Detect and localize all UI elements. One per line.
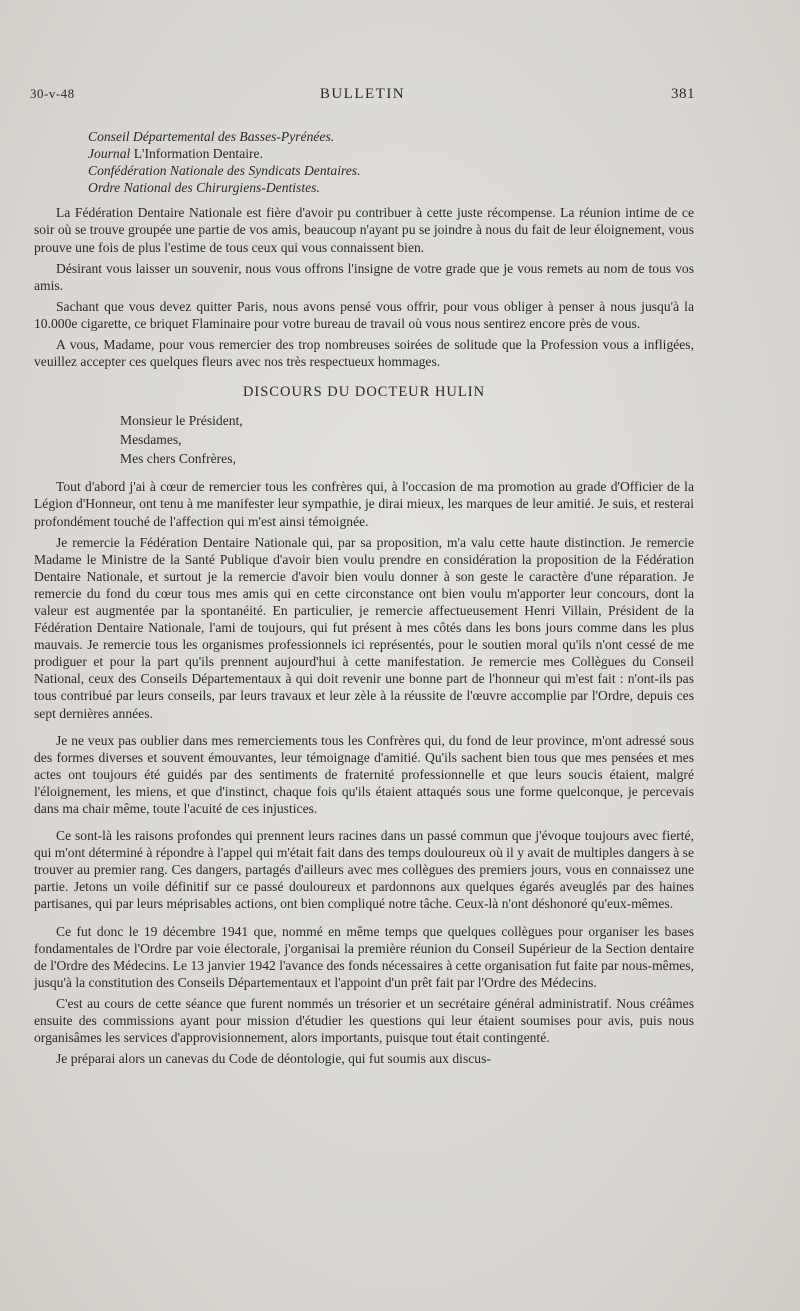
paragraph: Ce fut donc le 19 décembre 1941 que, nommé en même temps que quelques collègues pour organiser les bases fondamentales de l'Ordre par voie électorale, j'organisai la première réunion du Conseil Supérieur de la Section dentaire de l'Ordre des Médecins. Le 13 janvier 1942 l'avance des fonds nécessaires à cette organisation fut faite par nous-mêmes, jusqu'à la constitution des Conseils Départementaux et l'appoint d'un prêt fait par l'Ordre des Médecins.	[34, 923, 694, 990]
paragraph: Je remercie la Fédération Dentaire Nationale qui, par sa proposition, m'a valu cette haute distinction. Je remercie Madame le Ministre de la Santé Publique d'avoir bien voulu prendre en considération la proposition de la Fédération Dentaire Nationale, et surtout je la remercie d'avoir bien voulu donner à son geste le caractère d'une réparation. Je remercie du fond du cœur tous mes amis qui en cette circonstance ont bien voulu m'apporter leur concours, dont la valeur est augmentée par la spontanéité. En particulier, je remercie affectueusement Henri Villain, Président de la Fédération Dentaire Nationale, l'ami de toujours, qui fut présent à mes côtés dans les bons jours comme dans les plus mauvais. Je remercie tous les organismes professionnels ici représentés, pour le soutien moral qu'ils n'ont cessé de me prodiguer et pour la part qu'ils prennent aujourd'hui à cette manifestation. Je remercie mes Collègues du Conseil National, ceux des Conseils Départementaux à qui doit revenir une bonne part de l'honneur qui m'est fait : n'ont-ils pas tous contribué par leurs conseils, par leurs travaux et leur zèle à la réussite de l'œuvre accomplie par l'Ordre, depuis ces sept dernières années.	[34, 534, 694, 721]
salutation-line: Monsieur le Président,	[120, 413, 243, 429]
paragraph: Sachant que vous devez quitter Paris, nous avons pensé vous offrir, pour vous obliger à penser à nous jusqu'à la 10.000e cigarette, ce briquet Flaminaire pour votre bureau de travail où vous nous sentirez encore près de vous.	[34, 298, 694, 331]
salutation-line: Mesdames,	[120, 432, 182, 448]
paragraph: Tout d'abord j'ai à cœur de remercier tous les confrères qui, à l'occasion de ma promotion au grade d'Officier de la Légion d'Honneur, ont tenu à me manifester leur sympathie, je dirai mieux, les marques de leur amitié. Je suis, et resterai profondément touché de l'affection qui m'est ainsi témoignée.	[34, 479, 694, 529]
paragraph: Ce sont-là les raisons profondes qui prennent leurs racines dans un passé commun que j'évoque toujours avec fierté, qui m'ont déterminé à répondre à l'appel qui m'était fait dans des temps douloureux où il y avait de multiples dangers à se trouver au premier rang. Ces dangers, partagés d'ailleurs avec mes collègues des premiers jours, vous en connaissez une partie. Jetons un voile définitif sur ce passé douloureux et pardonnons aux quelques égarés aveuglés par des haines partisanes, qui par leurs méprisables actions, ont bien compliqué notre tâche. Ceux-là n'ont déshonoré qu'eux-mêmes.	[34, 828, 694, 912]
paragraph: Je préparai alors un canevas du Code de déontologie, qui fut soumis aux discus-	[56, 1051, 491, 1067]
paragraph: A vous, Madame, pour vous remercier des trop nombreuses soirées de solitude que la Profession vous a infligées, veuillez accepter ces quelques fleurs avec nos très respectueux hommages.	[34, 337, 694, 370]
signatory-line: Conseil Départemental des Basses-Pyrénées.	[88, 129, 335, 144]
header-date: 30-v-48	[30, 86, 75, 101]
salutation	[120, 411, 694, 468]
section-heading: DISCOURS DU DOCTEUR HULIN	[242, 384, 486, 401]
paragraph: La Fédération Dentaire Nationale est fière d'avoir pu contribuer à cette juste récompense. La réunion intime de ce soir où se trouve groupée une partie de vos amis, beaucoup n'ayant pu se joindre à nous du fait de leur éloignement, vous prouve une fois de plus l'estime de tous ceux qui vous connaissent bien.	[34, 205, 694, 255]
paragraph: Je ne veux pas oublier dans mes remerciements tous les Confrères qui, du fond de leur province, m'ont adressé sous des formes diverses et souvent émouvantes, leur témoignage d'amitié. Qu'ils sachent bien tous que mes pensées et mes actes ont toujours été guidés par des sentiments de fraternité professionnelle et que leurs soucis étaient, malgré l'éloignement, les miens, et que d'instinct, chaque fois qu'ils étaient attaqués sous une forme quelconque, je percevais dans ma chair même, toute l'acuité de ces injustices.	[34, 732, 694, 816]
signatory-line: Journal L'Information Dentaire.	[88, 146, 263, 162]
signatory-line: Ordre National des Chirurgiens-Dentistes.	[88, 180, 320, 196]
page-number: 381	[671, 86, 695, 102]
paragraph: Désirant vous laisser un souvenir, nous vous offrons l'insigne de votre grade que je vous remets au nom de tous vos amis.	[34, 260, 694, 293]
article-body	[34, 128, 694, 1071]
salutation-line: Mes chers Confrères,	[120, 451, 236, 467]
header-title: BULLETIN	[319, 86, 406, 102]
paragraph: C'est au cours de cette séance que furent nommés un trésorier et un secrétaire général administratif. Nous créâmes ensuite des commissions ayant pour mission d'étudier les questions qui leur étaient soumises pour avis, puis nous organisâmes les services d'approvisionnement, alors importants, puisque tout était contingenté.	[34, 995, 694, 1046]
signatory-line: Confédération Nationale des Syndicats Dentaires.	[88, 163, 361, 179]
